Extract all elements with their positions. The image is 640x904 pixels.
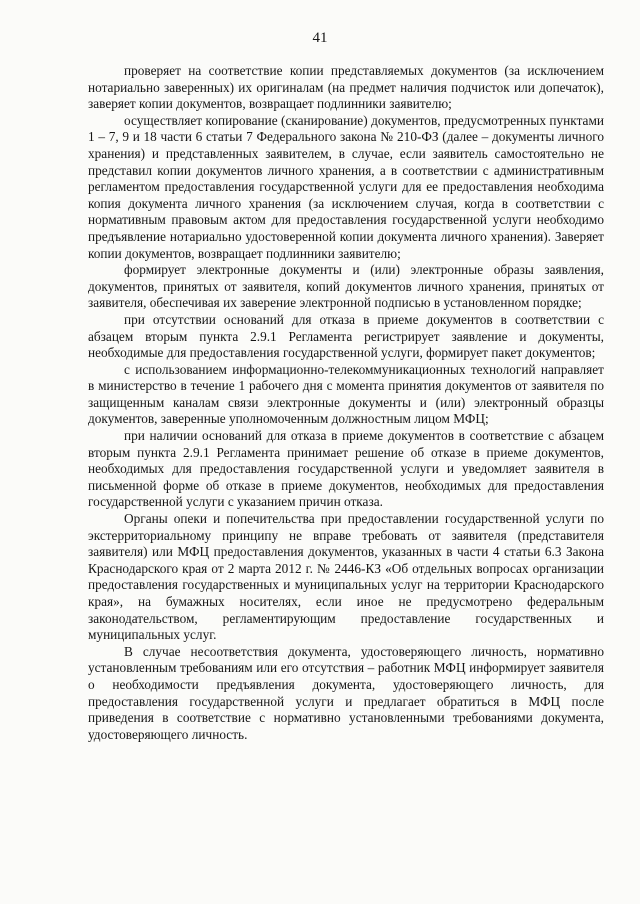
paragraph-copy-documents: осуществляет копирование (сканирование) документов, предусмотренных пунктами 1 – 7, 9 и 18 части 6 статьи 7 Федерального закона № 210-ФЗ (далее – документы личного хранения) и представленных заявителем, в случае, если заявитель самостоятельно не представил копии документов личного хранения, а в соответствии с административным регламентом предоставления государственной услуги для ее предоставления необходима копия документа личного хранения (за исключением случая, когда в соответствии с нормативным правовым актом для предоставления государственной услуги необходимо предъявление нотариально удостоверенной копии документа личного хранения). Заверяет копии документов, возвращает подлинники заявителю;	[88, 112, 604, 261]
paragraph-identity-document: В случае несоответствия документа, удостоверяющего личность, нормативно установленным требованиям или его отсутствия – работник МФЦ информирует заявителя о необходимости предъявления документа, удостоверяющего личность, для предоставления государственной услуги и предлагает обратиться в МФЦ после приведения в соответствие с нормативно установленными требованиями документа, удостоверяющего личность.	[88, 643, 604, 742]
paragraph-electronic-documents: формирует электронные документы и (или) электронные образы заявления, документов, принятых от заявителя, копий документов личного хранения, принятых от заявителя, обеспечивая их заверение электронной подписью в установленном порядке;	[88, 262, 604, 311]
paragraph-refusal: при наличии оснований для отказа в приеме документов в соответствие с абзацем вторым пункта 2.9.1 Регламента принимает решение об отказе в приеме документов, необходимых для предоставления государственной услуги и уведомляет заявителя в письменной форме об отказе в приеме документов, необходимых для предоставления государственной услуги с указанием причин отказа.	[88, 428, 604, 510]
paragraph-register-application: при отсутствии оснований для отказа в приеме документов в соответствии с абзацем вторым пункта 2.9.1 Регламента регистрирует заявление и документы, необходимые для предоставления государственной услуги, формирует пакет документов;	[88, 311, 604, 361]
page-number: 41	[312, 30, 328, 46]
document-body	[88, 63, 604, 743]
paragraph-guardianship-authorities: Органы опеки и попечительства при предоставлении государственной услуги по экстерриториальному принципу не вправе требовать от заявителя (представителя заявителя) или МФЦ предоставления документов, указанных в части 4 статьи 6.3 Закона Краснодарского края от 2 марта 2012 г. № 2446-КЗ «Об отдельных вопросах организации предоставления государственных и муниципальных услуг на территории Краснодарского края», на бумажных носителях, если иное не предусмотрено федеральным законодательством, регламентирующим предоставление государственных и муниципальных услуг.	[88, 511, 604, 643]
paragraph-send-to-ministry: с использованием информационно-телекоммуникационных технологий направляет в министерство в течение 1 рабочего дня с момента принятия документов от заявителя по защищенным каналам связи электронные документы и (или) электронный образцы документов, заверенные уполномоченным должностным лицом МФЦ;	[88, 361, 604, 427]
paragraph-check-copies: проверяет на соответствие копии представляемых документов (за исключением нотариально заверенных) их оригиналам (на предмет наличия подчисток или допечаток), заверяет копии документов, возвращает подлинники заявителю;	[88, 63, 604, 112]
